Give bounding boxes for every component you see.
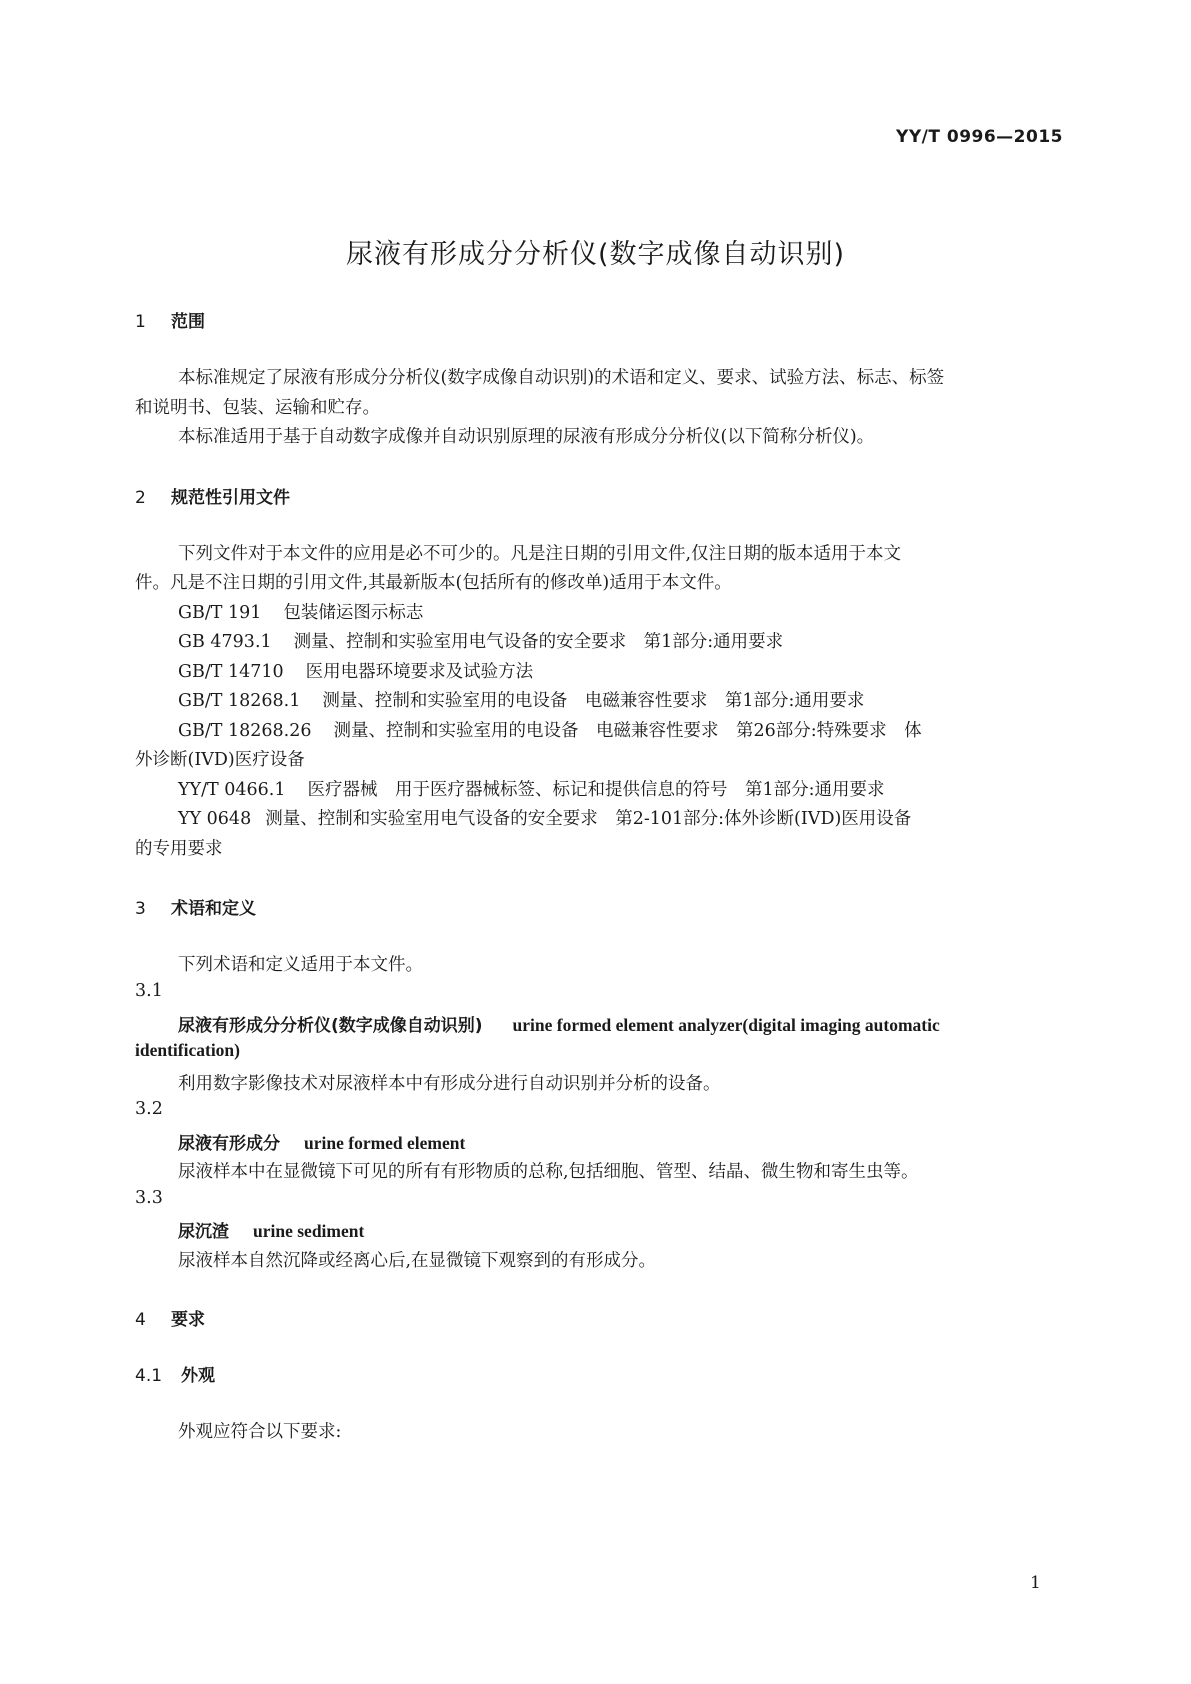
paragraph-line: 本标准规定了尿液有形成分分析仪(数字成像自动识别)的术语和定义、要求、试验方法、标志、标签 [178, 368, 945, 388]
term-chinese: 尿液有形成分 [178, 1134, 280, 1154]
term-definition: 尿液样本自然沉降或经离心后,在显微镜下观察到的有形成分。 [178, 1251, 657, 1271]
reference-title: 测量、控制和实验室用的电设备 电磁兼容性要求 第26部分:特殊要求 体 [333, 721, 922, 741]
reference-item-continuation: 的专用要求 [135, 839, 223, 859]
reference-code: YY 0648 [178, 809, 252, 829]
reference-item [178, 628, 783, 653]
section-number: 4 [135, 1310, 146, 1330]
term-number: 3.1 [135, 981, 163, 1001]
term-number: 3.2 [135, 1099, 163, 1119]
page-number: 1 [1030, 1573, 1041, 1593]
section-4-heading [135, 1305, 205, 1330]
term-english: urine formed element [304, 1133, 466, 1153]
reference-title: 测量、控制和实验室用的电设备 电磁兼容性要求 第1部分:通用要求 [322, 691, 865, 711]
term-english: urine sediment [253, 1221, 365, 1241]
reference-item [178, 599, 423, 624]
reference-item [178, 687, 864, 712]
reference-item [178, 717, 922, 742]
section-1-heading [135, 307, 205, 332]
term-definition: 尿液样本中在显微镜下可见的所有有形物质的总称,包括细胞、管型、结晶、微生物和寄生虫等。 [178, 1162, 919, 1182]
paragraph-line: 下列术语和定义适用于本文件。 [178, 955, 423, 975]
section-number: 1 [135, 312, 146, 332]
section-title: 范围 [171, 312, 205, 332]
paragraph-line: 下列文件对于本文件的应用是必不可少的。凡是注日期的引用文件,仅注日期的版本适用于本文 [178, 544, 902, 564]
paragraph-line: 件。凡是不注日期的引用文件,其最新版本(包括所有的修改单)适用于本文件。 [135, 573, 732, 593]
reference-code: GB/T 18268.1 [178, 691, 301, 711]
paragraph-line: 外观应符合以下要求: [178, 1422, 342, 1442]
term-heading [178, 1217, 364, 1242]
section-number: 2 [135, 488, 146, 508]
section-3-heading [135, 894, 256, 919]
reference-title: 医疗器械 用于医疗器械标签、标记和提供信息的符号 第1部分:通用要求 [307, 780, 885, 800]
reference-code: GB/T 18268.26 [178, 721, 312, 741]
subsection-4-1-heading [135, 1361, 215, 1386]
term-chinese: 尿液有形成分分析仪(数字成像自动识别) [178, 1016, 483, 1036]
term-chinese: 尿沉渣 [178, 1222, 229, 1242]
reference-code: GB 4793.1 [178, 632, 272, 652]
reference-title: 测量、控制和实验室用电气设备的安全要求 第1部分:通用要求 [293, 632, 784, 652]
term-english: urine formed element analyzer(digital imaging automatic [512, 1015, 940, 1035]
section-title: 要求 [171, 1310, 205, 1330]
section-title: 术语和定义 [171, 899, 256, 919]
term-definition: 利用数字影像技术对尿液样本中有形成分进行自动识别并分析的设备。 [178, 1074, 721, 1094]
reference-item [178, 776, 885, 801]
reference-item-continuation: 外诊断(IVD)医疗设备 [135, 750, 305, 770]
reference-title: 测量、控制和实验室用电气设备的安全要求 第2-101部分:体外诊断(IVD)医用设备 [265, 809, 912, 829]
term-number: 3.3 [135, 1188, 163, 1208]
term-heading [178, 1011, 940, 1036]
subsection-number: 4.1 [135, 1366, 163, 1386]
reference-title: 医用电器环境要求及试验方法 [305, 662, 534, 682]
paragraph-line: 和说明书、包装、运输和贮存。 [135, 398, 380, 418]
page-title: 尿液有形成分分析仪(数字成像自动识别) [345, 239, 846, 270]
section-2-heading [135, 483, 290, 508]
reference-code: YY/T 0466.1 [178, 780, 286, 800]
section-title: 规范性引用文件 [171, 488, 290, 508]
reference-item [178, 805, 911, 830]
reference-code: GB/T 14710 [178, 662, 284, 682]
term-heading [178, 1129, 465, 1154]
term-english-continuation: identification) [135, 1040, 240, 1060]
section-number: 3 [135, 899, 146, 919]
reference-title: 包装储运图示标志 [283, 603, 424, 623]
reference-item [178, 658, 533, 683]
paragraph-line: 本标准适用于基于自动数字成像并自动识别原理的尿液有形成分分析仪(以下简称分析仪)。 [178, 427, 875, 447]
standard-code: YY/T 0996—2015 [896, 127, 1063, 147]
subsection-title: 外观 [181, 1366, 215, 1386]
reference-code: GB/T 191 [178, 603, 262, 623]
